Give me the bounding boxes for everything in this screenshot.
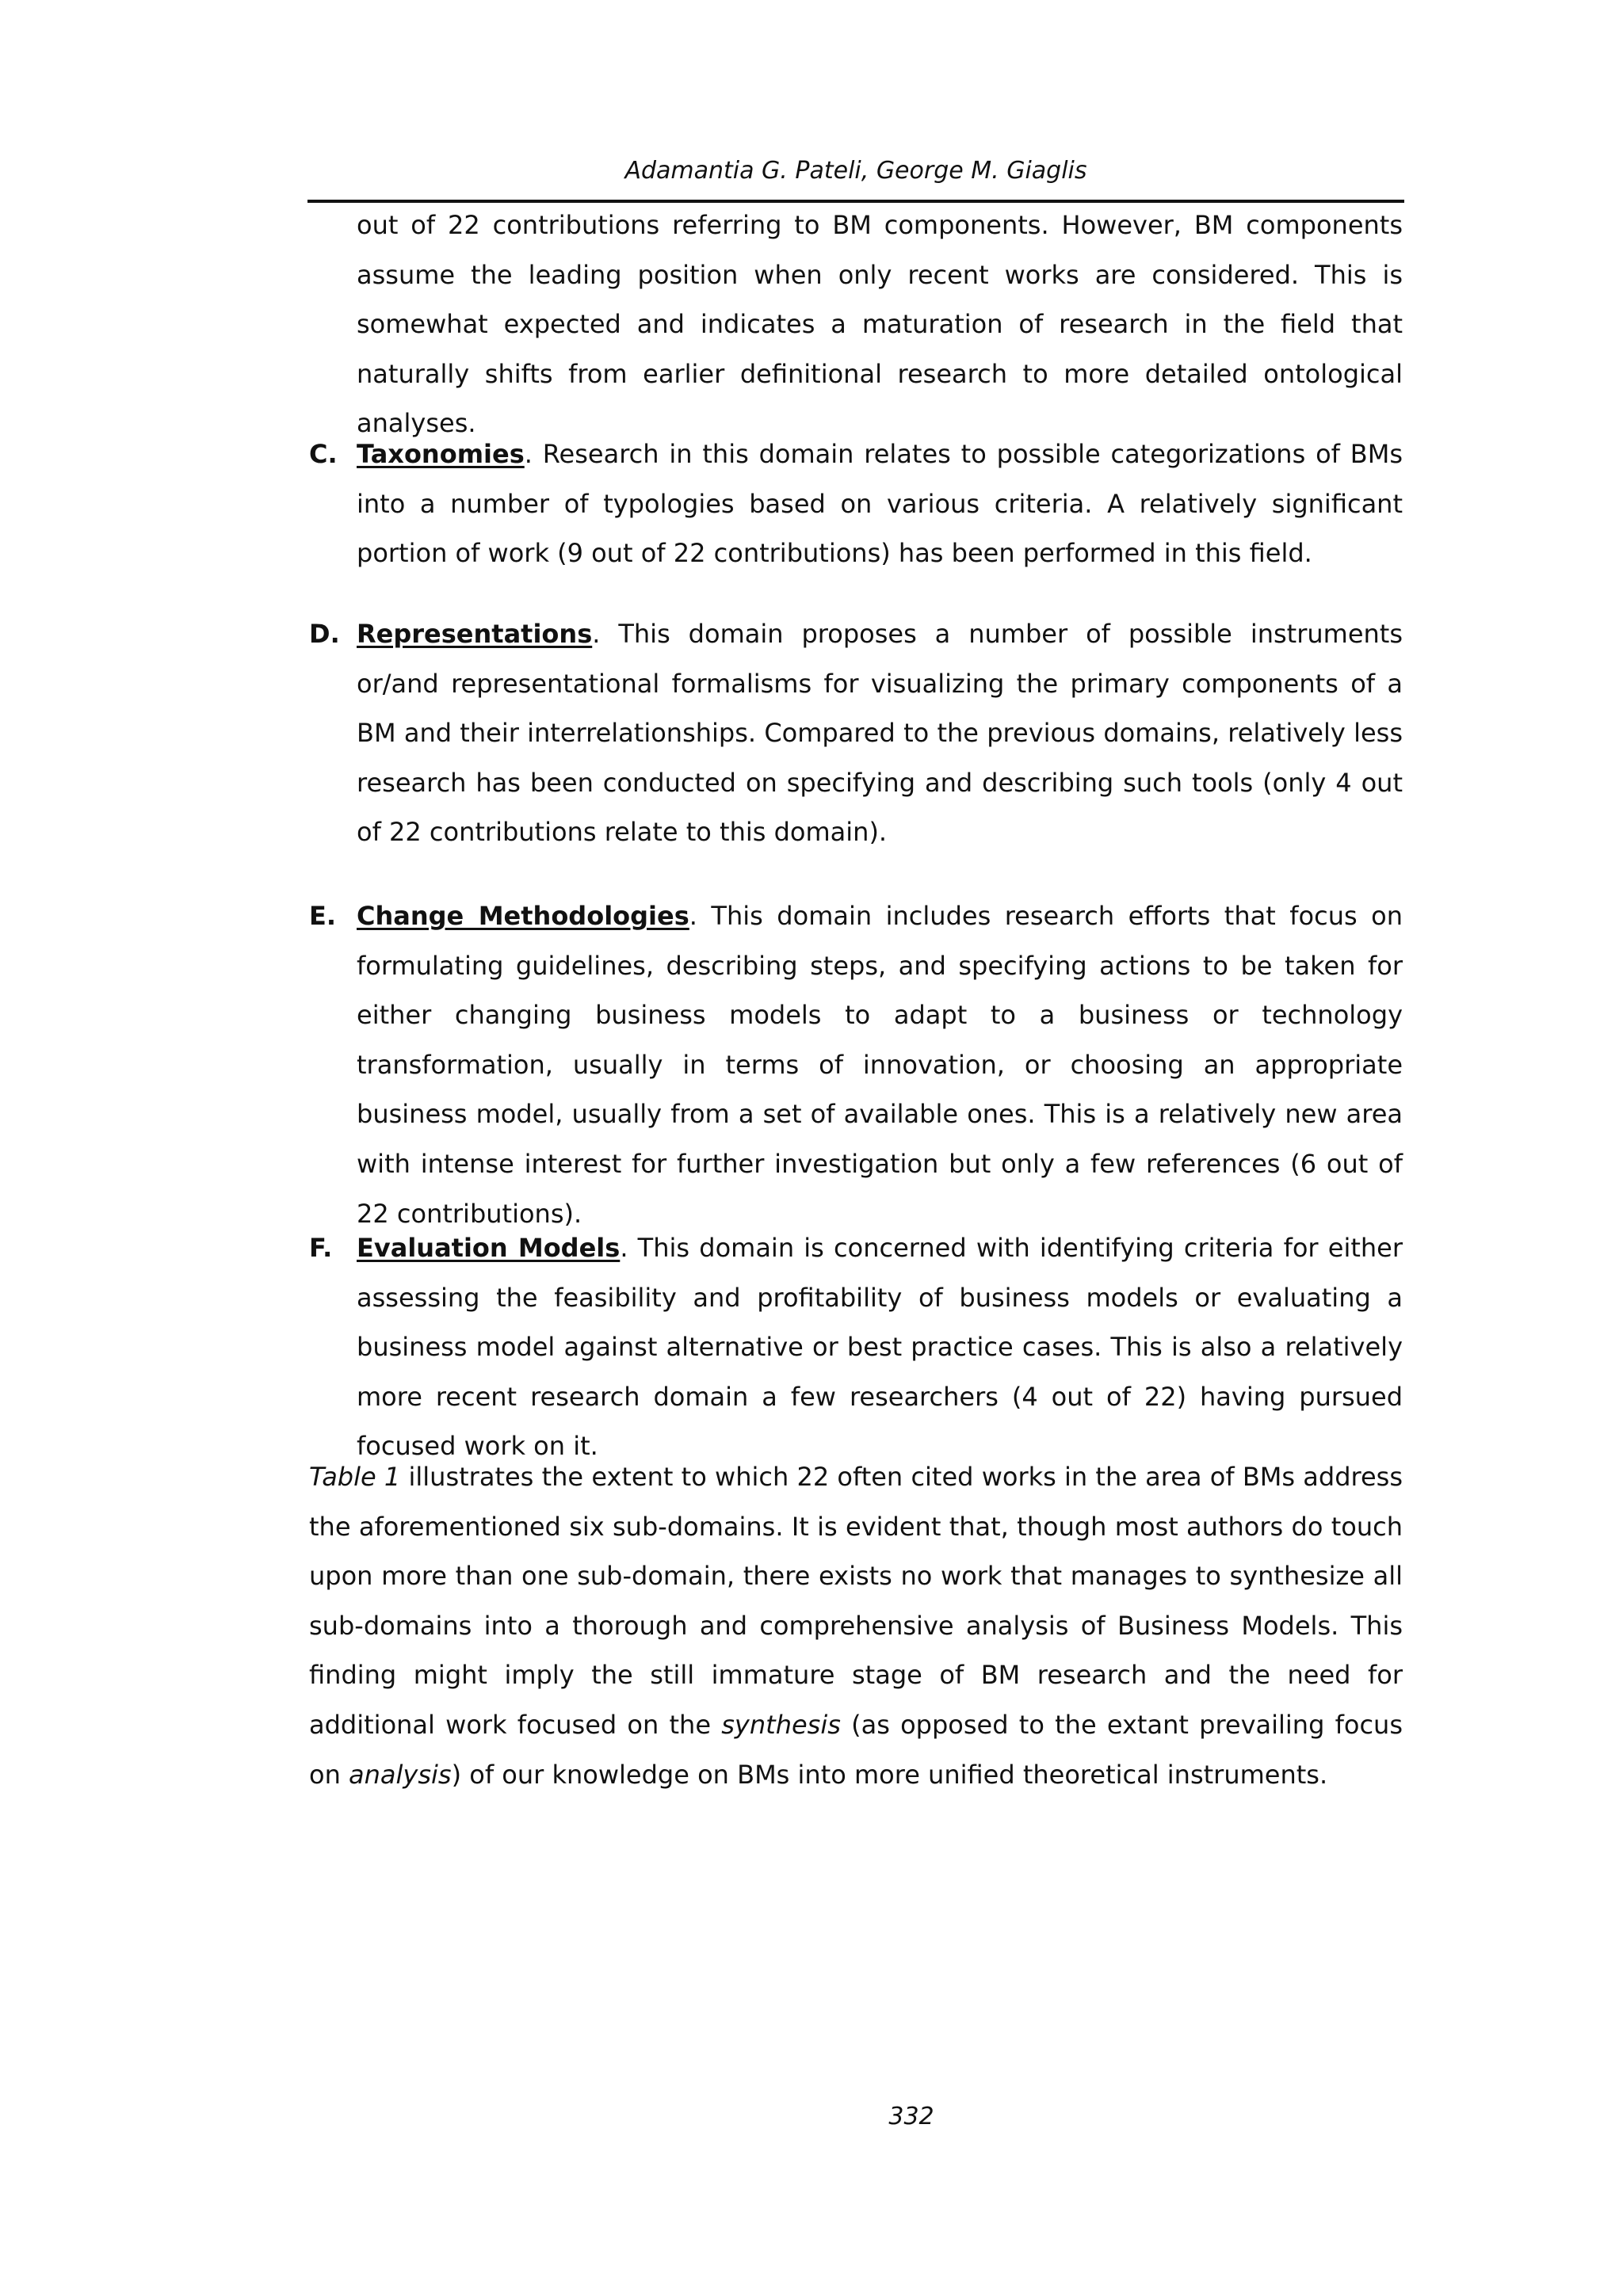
list-item-representations bbox=[309, 609, 1403, 857]
item-term: Change Methodologies bbox=[357, 901, 689, 931]
page-number: 332 bbox=[888, 2103, 934, 2130]
analysis-emphasis: analysis bbox=[349, 1759, 452, 1790]
list-item-continuation bbox=[309, 200, 1403, 448]
closing-text-1: illustrates the extent to which 22 often cited works in the area of BMs address the aforementioned six sub-domains. It is evident that, though most authors do touch upon more than one sub-domain, there exists no work that manages to synthesize all sub-domains into a thorough and comprehensive analysis of Business Models. This finding might imply the still immature stage of BM research and the need for additional work focused on the bbox=[309, 1462, 1403, 1740]
item-text: . This domain includes research efforts that focus on formulating guidelines, describing steps, and specifying actions to be taken for either changing business models to adapt to a business or technology transformation, usually in terms of innovation, or choosing an appropriate business model, usually from a set of available ones. This is a relatively new area with intense interest for further investigation but only a few references (6 out of 22 contributions). bbox=[357, 901, 1403, 1229]
continuation-text: out of 22 contributions referring to BM components. However, BM components assume the leading position when only recent works are considered. This is somewhat expected and indicates a maturation of research in the field that naturally shifts from earlier definitional research to more detailed ontological analyses. bbox=[357, 210, 1403, 439]
item-term: Representations bbox=[357, 619, 593, 649]
closing-paragraph bbox=[309, 1452, 1403, 1799]
item-body bbox=[357, 609, 1403, 857]
item-marker: D. bbox=[309, 619, 340, 649]
list-item-change-methodologies bbox=[309, 891, 1403, 1238]
item-text: . This domain is concerned with identifying criteria for either assessing the feasibility and profitability of business models or evaluating a business model against alternative or best practice cases. This is also a relatively more recent research domain a few researchers (4 out of 22) having pursued focused work on it. bbox=[357, 1233, 1403, 1462]
closing-text-2: (as opposed to the extant prevailing focus on bbox=[309, 1709, 1403, 1790]
item-term: Taxonomies bbox=[357, 439, 525, 469]
item-text: . Research in this domain relates to possible categorizations of BMs into a number of typologies based on various criteria. A relatively significant portion of work (9 out of 22 contributions) has been performed in this field. bbox=[357, 439, 1403, 569]
running-head: Adamantia G. Pateli, George M. Giaglis bbox=[624, 157, 1087, 185]
item-marker: E. bbox=[309, 901, 337, 931]
item-body bbox=[357, 1223, 1403, 1471]
item-text: . This domain proposes a number of possible instruments or/and representational formalisms for visualizing the primary components of a BM and their interrelationships. Compared to the previous domains, relatively less research has been conducted on specifying and describing such tools (only 4 out of 22 contributions relate to this domain). bbox=[357, 619, 1403, 848]
list-item-taxonomies bbox=[309, 429, 1403, 578]
synthesis-emphasis: synthesis bbox=[721, 1709, 841, 1740]
closing-text-3: ) of our knowledge on BMs into more unified theoretical instruments. bbox=[451, 1759, 1328, 1790]
item-marker: F. bbox=[309, 1233, 333, 1263]
item-marker: C. bbox=[309, 439, 338, 469]
list-item-evaluation-models bbox=[309, 1223, 1403, 1471]
item-body bbox=[357, 891, 1403, 1238]
table-reference: Table 1 bbox=[309, 1462, 401, 1492]
item-body bbox=[357, 429, 1403, 578]
item-term: Evaluation Models bbox=[357, 1233, 621, 1263]
